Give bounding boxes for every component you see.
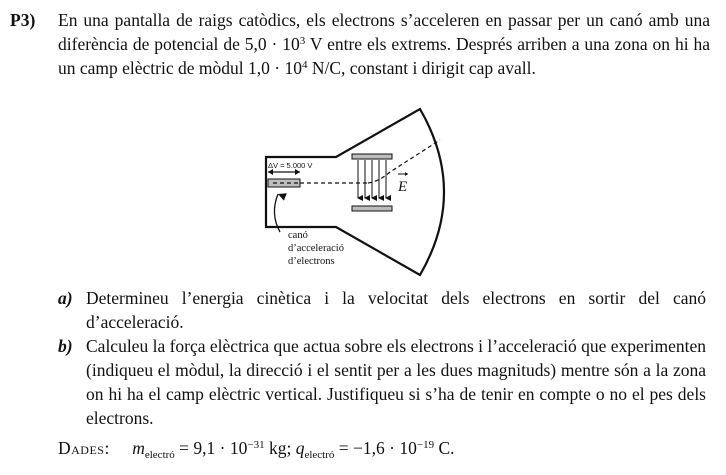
part-a-label: a) [58,288,73,308]
data-section: Dades: $m_{electró} = 9,1 \cdot 10^{-31}$ kg; $q_{electró} = -1,6 \cdot 10^{-19}$ C. [58,438,455,461]
field-label: E [398,179,408,195]
part-b-text: Calculeu la força elèctrica que actua sobre els electrons i l’acceleració que experimenten (indiqueu el mòdul, la direcció i el sentit per a les dues magnituds) mentre són a la zona on hi ha el camp elèctric vertical. Justifiqueu si s’ha de tenir en compte o no el pes dels electrons. [86,336,706,428]
voltage-label: ΔV = 5.000 V [268,161,313,170]
mass-symbol: m [132,438,145,458]
question-parts [58,286,706,430]
data-label: Dades: [58,438,110,458]
problem-statement [10,8,710,80]
part-a-text: Determineu l’energia cinètica i la velocitat dels electrons en sortir del canó d’acceleració. [86,288,706,332]
part-b [58,334,706,430]
problem-text: En una pantalla de raigs catòdics, els electrons s’acceleren en passar per un canó amb una diferència de potencial de $5,0 \cdot 10^3$ V entre els extrems. Després arriben a una zona on hi ha un camp elèctric de mòdul $1,0 \cdot 10^4$ N/C, constant i dirigit cap avall. [58,10,710,78]
crt-diagram-svg [240,102,480,282]
electric-field-lines [358,160,386,198]
crt-diagram [240,102,480,282]
cannon-caption-line3: d’electrons [288,256,335,267]
upper-plate [352,154,392,159]
lower-plate [352,206,392,211]
cannon-caption-line1: canó [288,230,308,241]
part-a [58,286,706,334]
charge-symbol: q [295,438,305,458]
part-b-label: b) [58,336,73,356]
problem-label: P3) [10,10,36,30]
field-label-group [397,172,408,195]
cannon-caption-line2: d’acceleració [288,243,344,254]
